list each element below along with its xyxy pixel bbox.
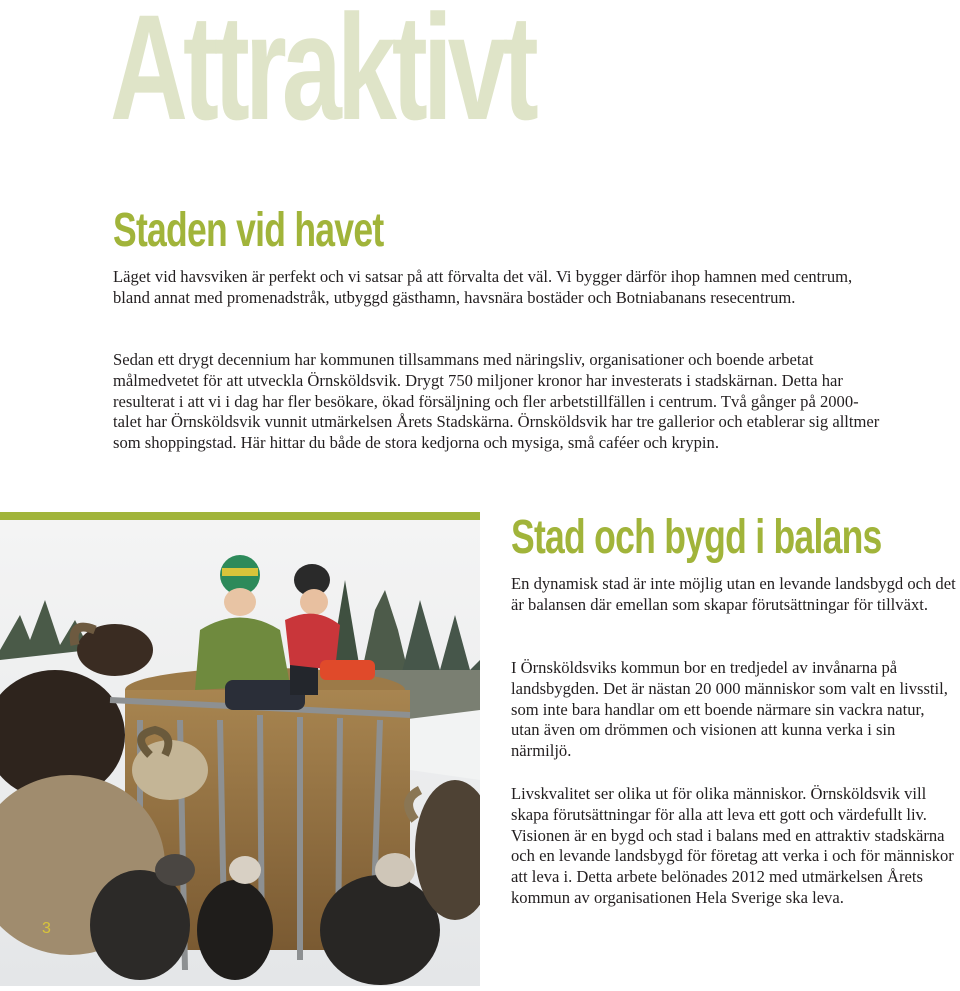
section-heading-staden: Staden vid havet [113,204,384,257]
photo-children-sheep-hay [0,520,480,986]
paragraph-staden-2: Sedan ett drygt decennium har kommunen tillsammans med näringsliv, organisationer och boende arbetat målmedvetet för att utveckla Örnsköldsvik. Drygt 750 miljoner kronor har investerats i stadskärnan. Detta har resulterat i att vi i dag har fler besökare, ökad försäljning och fler arbetstillfällen i centrum. Två gånger på 2000-talet har Örnsköldsvik vunnit utmärkelsen Årets Stadskärna. Örnsköldsvik har tre gallerior och etablerar sig alltmer som shoppingstad. Här hittar du både de stora kedjorna och mysiga, små caféer och krypin. [113,350,880,453]
section-heading-balans: Stad och bygd i balans [511,511,882,564]
paragraph-balans-3: Livskvalitet ser olika ut för olika människor. Örnsköldsvik vill skapa förutsättningar för alla att leva ett gott och värdefullt liv. Visionen är en bygd och stad i balans med en attraktiv stadskärna och en levande landsbygd för företag att verka i och för människor att leva i. Detta arbete belönades 2012 med utmärkelsen Årets kommun av organisationen Hela Sverige ska leva. [511,784,954,907]
page-number: 3 [42,920,51,937]
paragraph-staden-1: Läget vid havsviken är perfekt och vi satsar på att förvalta det väl. Vi bygger därför ihop hamnen med centrum, bland annat med promenadstråk, utbyggd gästhamn, havsnära bostäder och Botniabanans resecentrum. [113,267,853,307]
paragraph-balans-2: I Örnsköldsviks kommun bor en tredjedel av invånarna på landsbygden. Det är nästan 20 000 människor som valt en livsstil, som inte bara handlar om ett boende närmare sin vackra natur, utan även om drömmen och visionen att kunna verka i sin närmiljö. [511,658,948,761]
green-rule [0,512,480,520]
page-title: Attraktivt [110,0,534,151]
paragraph-balans-1: En dynamisk stad är inte möjlig utan en levande landsbygd och det är balansen där emellan som skapar förutsättningar för tillväxt. [511,574,956,614]
